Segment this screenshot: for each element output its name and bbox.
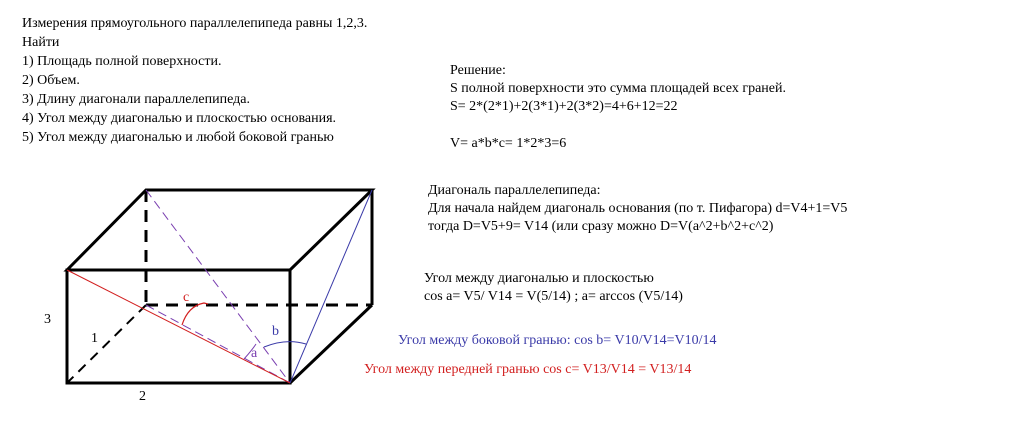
angle-b-arc (264, 342, 306, 347)
side-face-diagonal (290, 190, 372, 383)
label-c: c (183, 290, 190, 305)
angle-c-arc (182, 303, 208, 325)
label-b: b (272, 324, 279, 339)
problem-item-4: 4) Угол между диагональю и плоскостью основания. (22, 111, 337, 126)
right-bottom-edge (290, 305, 372, 383)
space-diagonal (146, 190, 290, 383)
problem-item-5: 5) Угол между диагональю и любой боковой гранью (22, 130, 334, 145)
label-depth: 1 (91, 331, 98, 346)
hidden-edge-bottom-left (67, 305, 146, 383)
label-width: 2 (139, 389, 146, 404)
front-face-diagonal (67, 270, 290, 383)
angle-base-heading: Угол между диагональю и плоскостью (424, 271, 654, 286)
diagonal-line-2: тогда D=V5+9= V14 (или сразу можно D=V(a^2+b^2+c^2) (428, 219, 774, 234)
angle-base-line: cos a= V5/ V14 = V(5/14) ; a= arccos (V5/14) (424, 289, 683, 304)
solution-line-2: S= 2*(2*1)+2(3*1)+2(3*2)=4+6+12=22 (450, 99, 678, 114)
problem-item-2: 2) Объем. (22, 73, 80, 88)
angle-front-text: Угол между передней гранью cos c= V13/V14 = V13/14 (364, 362, 692, 377)
base-diagonal (146, 305, 290, 383)
diagonal-line-1: Для начала найдем диагональ основания (по т. Пифагора) d=V4+1=V5 (428, 201, 848, 216)
top-face (67, 190, 372, 270)
problem-item-1: 1) Площадь полной поверхности. (22, 54, 222, 69)
diagonal-heading: Диагональ параллелепипеда: (428, 183, 601, 198)
problem-item-3: 3) Длину диагонали параллелепипеда. (22, 92, 250, 107)
label-a: a (251, 346, 258, 361)
solution-line-3: V= a*b*c= 1*2*3=6 (450, 136, 567, 151)
label-height: 3 (44, 312, 51, 327)
angle-side-text: Угол между боковой гранью: cos b= V10/V14=V10/14 (398, 333, 717, 348)
solution-heading: Решение: (450, 63, 506, 78)
solution-line-1: S полной поверхности это сумма площадей всех граней. (450, 81, 786, 96)
problem-find: Найти (22, 35, 60, 50)
problem-title: Измерения прямоугольного параллелепипеда равны 1,2,3. (22, 16, 368, 31)
